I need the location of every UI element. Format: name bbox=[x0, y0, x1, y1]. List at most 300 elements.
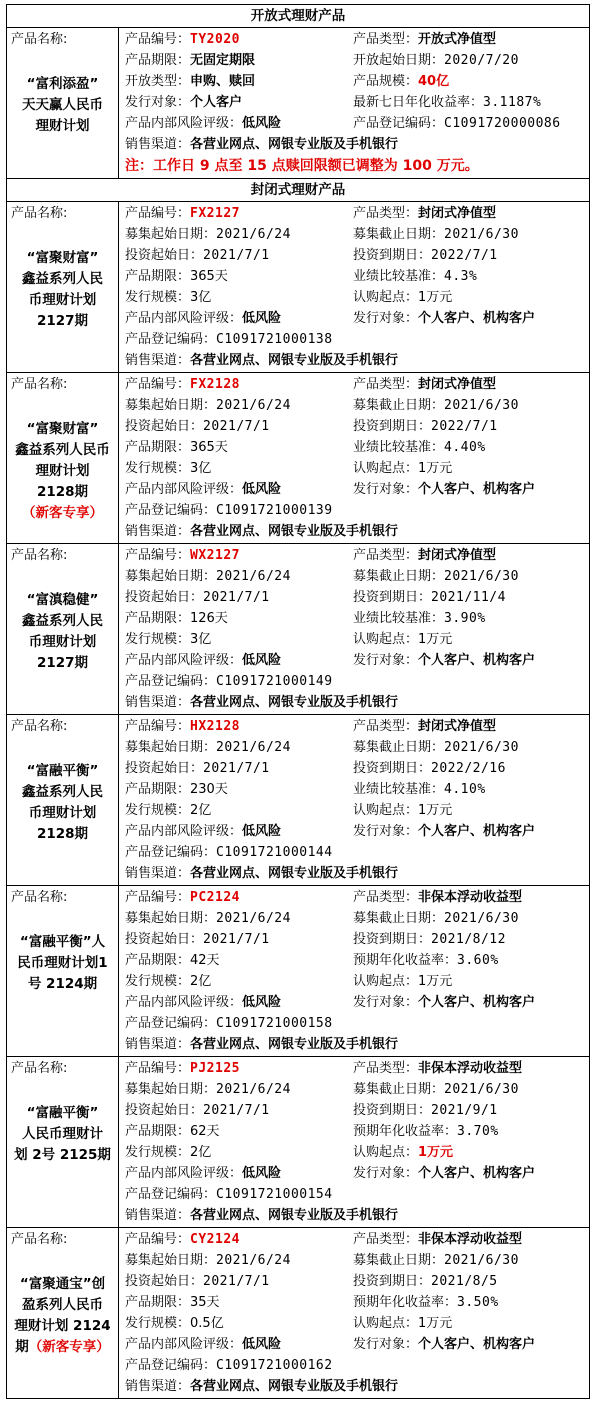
field-label: 销售渠道： bbox=[125, 695, 191, 710]
field-label: 认购起点： bbox=[353, 1316, 419, 1331]
info-right bbox=[353, 1100, 589, 1121]
product-name-line: 划 2号 2125期 bbox=[14, 1147, 111, 1163]
field-value: 2021/7/1 bbox=[203, 932, 270, 947]
field-value: 低风险 bbox=[242, 824, 282, 839]
field-label: 募集截止日期： bbox=[353, 911, 445, 926]
product-name-label: 产品名称: bbox=[11, 206, 68, 221]
product-name-line: 2127期 bbox=[36, 313, 89, 329]
field-label: 认购起点： bbox=[353, 803, 419, 818]
field-label: 销售渠道： bbox=[125, 524, 191, 539]
product-name-cell bbox=[7, 1057, 119, 1228]
product-name-cell bbox=[7, 715, 119, 886]
field-value: 2021/6/30 bbox=[444, 911, 519, 926]
field-label: 发行对象： bbox=[353, 1166, 419, 1181]
field-label: 募集截止日期： bbox=[353, 227, 445, 242]
field-value: C1091721000154 bbox=[216, 1187, 333, 1202]
info-row bbox=[125, 1100, 589, 1121]
field-label: 投资到期日： bbox=[353, 761, 432, 776]
field-value: TY2020 bbox=[190, 32, 240, 47]
product-name-line: 理财计划 bbox=[35, 118, 90, 134]
field-value: 2021/6/24 bbox=[216, 911, 291, 926]
field-label: 产品内部风险评级： bbox=[125, 995, 243, 1010]
field-label: 产品内部风险评级： bbox=[125, 116, 243, 131]
field-label: 发行对象： bbox=[353, 482, 419, 497]
field-label: 发行规模： bbox=[125, 974, 191, 989]
info-row bbox=[125, 1058, 589, 1079]
field-label: 业绩比较基准： bbox=[353, 782, 445, 797]
info-right bbox=[353, 1142, 589, 1163]
product-name-title bbox=[11, 74, 114, 137]
closed-product-row bbox=[7, 202, 590, 373]
info-right bbox=[353, 971, 589, 992]
field-value: 2021/6/30 bbox=[444, 1082, 519, 1097]
info-row bbox=[125, 1229, 589, 1250]
registration-code-row bbox=[125, 842, 589, 863]
info-left bbox=[125, 287, 353, 308]
field-label: 产品登记编码： bbox=[125, 674, 217, 689]
info-left bbox=[125, 1271, 353, 1292]
field-value: 3.50% bbox=[457, 1295, 499, 1310]
product-info-cell bbox=[119, 1057, 590, 1228]
info-left bbox=[125, 1142, 353, 1163]
product-name-label: 产品名称: bbox=[11, 548, 68, 563]
field-value: 365天 bbox=[190, 440, 228, 455]
info-row bbox=[125, 650, 589, 671]
field-label: 产品编号： bbox=[125, 719, 191, 734]
field-label: 预期年化收益率： bbox=[353, 1124, 458, 1139]
field-value: 各营业网点、网银专业版及手机银行 bbox=[190, 1379, 399, 1394]
field-value: 1万元 bbox=[418, 1145, 454, 1160]
info-right bbox=[353, 650, 589, 671]
product-name-label: 产品名称: bbox=[11, 1232, 68, 1247]
field-label: 投资到期日： bbox=[353, 590, 432, 605]
product-info-cell bbox=[119, 715, 590, 886]
info-right bbox=[353, 1079, 589, 1100]
info-left bbox=[125, 1334, 353, 1355]
info-row bbox=[125, 224, 589, 245]
info-left bbox=[125, 608, 353, 629]
product-name-title bbox=[11, 590, 114, 674]
info-row bbox=[125, 1250, 589, 1271]
info-row bbox=[125, 950, 589, 971]
open-product-row bbox=[7, 28, 590, 179]
field-label: 产品编号： bbox=[125, 890, 191, 905]
field-value: FX2127 bbox=[190, 206, 240, 221]
product-name-cell bbox=[7, 544, 119, 715]
info-left bbox=[125, 737, 353, 758]
info-row bbox=[125, 92, 589, 113]
field-value: 封闭式净值型 bbox=[418, 548, 497, 563]
info-left bbox=[125, 245, 353, 266]
field-label: 产品期限： bbox=[125, 269, 191, 284]
field-value: 3亿 bbox=[190, 461, 212, 476]
info-row bbox=[125, 929, 589, 950]
product-info-cell bbox=[119, 373, 590, 544]
closed-product-row bbox=[7, 544, 590, 715]
field-label: 产品内部风险评级： bbox=[125, 482, 243, 497]
registration-code-row bbox=[125, 671, 589, 692]
field-label: 募集起始日期： bbox=[125, 569, 217, 584]
field-label: 募集起始日期： bbox=[125, 1253, 217, 1268]
info-right bbox=[353, 479, 589, 500]
info-row bbox=[125, 779, 589, 800]
info-left bbox=[125, 929, 353, 950]
field-value: 2021/6/24 bbox=[216, 740, 291, 755]
field-label: 产品内部风险评级： bbox=[125, 653, 243, 668]
field-label: 产品内部风险评级： bbox=[125, 311, 243, 326]
field-value: 0.5亿 bbox=[190, 1316, 224, 1331]
field-value: 2021/7/1 bbox=[203, 419, 270, 434]
info-right bbox=[353, 1292, 589, 1313]
field-value: 4.40% bbox=[444, 440, 486, 455]
info-left bbox=[125, 1292, 353, 1313]
field-value: 非保本浮动收益型 bbox=[418, 890, 523, 905]
product-name-title bbox=[11, 248, 114, 332]
info-left bbox=[125, 1229, 353, 1250]
info-row bbox=[125, 887, 589, 908]
field-value: 低风险 bbox=[242, 116, 282, 131]
info-left bbox=[125, 758, 353, 779]
registration-code-row bbox=[125, 1013, 589, 1034]
field-value: 非保本浮动收益型 bbox=[418, 1232, 523, 1247]
info-left bbox=[125, 437, 353, 458]
sales-channel-row bbox=[125, 1034, 589, 1055]
field-value: 2022/2/16 bbox=[431, 761, 506, 776]
info-row bbox=[125, 800, 589, 821]
field-label: 投资到期日： bbox=[353, 1103, 432, 1118]
info-right bbox=[353, 92, 589, 113]
info-right bbox=[353, 203, 589, 224]
field-value: CY2124 bbox=[190, 1232, 240, 1247]
product-info-cell bbox=[119, 544, 590, 715]
info-row bbox=[125, 971, 589, 992]
product-name-line: 天天赢人民币 bbox=[22, 97, 103, 113]
field-label: 投资到期日： bbox=[353, 1274, 432, 1289]
info-row bbox=[125, 416, 589, 437]
info-left bbox=[125, 950, 353, 971]
product-name-cell bbox=[7, 886, 119, 1057]
field-label: 产品登记编码： bbox=[125, 845, 217, 860]
info-row bbox=[125, 716, 589, 737]
info-row bbox=[125, 479, 589, 500]
info-right bbox=[353, 716, 589, 737]
field-label: 产品期限： bbox=[125, 953, 191, 968]
field-label: 发行规模： bbox=[125, 290, 191, 305]
product-badge-line bbox=[11, 1337, 114, 1358]
field-value: 各营业网点、网银专业版及手机银行 bbox=[190, 866, 399, 881]
product-document bbox=[6, 4, 590, 1399]
field-value: 申购、赎回 bbox=[190, 74, 256, 89]
field-label: 投资起始日： bbox=[125, 419, 204, 434]
field-value: 2021/11/4 bbox=[431, 590, 506, 605]
field-value: 2022/7/1 bbox=[431, 419, 498, 434]
field-label: 产品登记编码： bbox=[125, 1016, 217, 1031]
product-name-line: 币理财计划 bbox=[28, 292, 97, 308]
info-row bbox=[125, 1163, 589, 1184]
field-value: 非保本浮动收益型 bbox=[418, 1061, 523, 1076]
field-value: 2022/7/1 bbox=[431, 248, 498, 263]
info-right bbox=[353, 29, 589, 50]
field-value: 1万元 bbox=[418, 1316, 453, 1331]
info-left bbox=[125, 545, 353, 566]
product-name-title bbox=[11, 419, 114, 524]
info-right bbox=[353, 374, 589, 395]
field-label: 投资起始日： bbox=[125, 932, 204, 947]
field-value: C1091721000139 bbox=[216, 503, 333, 518]
info-left bbox=[125, 1058, 353, 1079]
field-label: 认购起点： bbox=[353, 290, 419, 305]
field-value: HX2128 bbox=[190, 719, 240, 734]
field-label: 发行对象： bbox=[125, 95, 191, 110]
info-row bbox=[125, 1079, 589, 1100]
info-left bbox=[125, 113, 353, 134]
product-table bbox=[6, 4, 590, 1399]
info-right bbox=[353, 1250, 589, 1271]
field-label: 产品编号： bbox=[125, 32, 191, 47]
info-left bbox=[125, 416, 353, 437]
closed-product-row bbox=[7, 715, 590, 886]
info-right bbox=[353, 629, 589, 650]
sales-channel-row bbox=[125, 350, 589, 371]
product-name-cell bbox=[7, 28, 119, 179]
field-value: C1091721000162 bbox=[216, 1358, 333, 1373]
closed-product-row bbox=[7, 1228, 590, 1399]
info-right bbox=[353, 1163, 589, 1184]
field-label: 募集起始日期： bbox=[125, 227, 217, 242]
info-right bbox=[353, 416, 589, 437]
product-info-cell bbox=[119, 886, 590, 1057]
info-right bbox=[353, 50, 589, 71]
field-label: 销售渠道： bbox=[125, 137, 191, 152]
info-left bbox=[125, 887, 353, 908]
field-value: 个人客户、机构客户 bbox=[418, 1166, 536, 1181]
product-name-line: “富利添盈” bbox=[26, 76, 99, 92]
info-right bbox=[353, 737, 589, 758]
field-value: C1091720000086 bbox=[444, 116, 561, 131]
product-name-suffix: 期 bbox=[15, 1339, 29, 1355]
field-value: 低风险 bbox=[242, 1166, 282, 1181]
info-right bbox=[353, 437, 589, 458]
sales-channel-row bbox=[125, 863, 589, 884]
field-value: C1091721000138 bbox=[216, 332, 333, 347]
field-label: 产品编号： bbox=[125, 206, 191, 221]
field-label: 发行规模： bbox=[125, 632, 191, 647]
field-value: 封闭式净值型 bbox=[418, 719, 497, 734]
field-label: 产品期限： bbox=[125, 1295, 191, 1310]
field-value: 1万元 bbox=[418, 290, 453, 305]
info-row bbox=[125, 374, 589, 395]
field-value: PC2124 bbox=[190, 890, 240, 905]
field-value: 低风险 bbox=[242, 653, 282, 668]
field-value: 1万元 bbox=[418, 974, 453, 989]
field-value: 各营业网点、网银专业版及手机银行 bbox=[190, 524, 399, 539]
field-value: 封闭式净值型 bbox=[418, 206, 497, 221]
info-left bbox=[125, 992, 353, 1013]
info-right bbox=[353, 545, 589, 566]
field-value: 低风险 bbox=[242, 311, 282, 326]
field-value: 365天 bbox=[190, 269, 228, 284]
field-value: 个人客户、机构客户 bbox=[418, 1337, 536, 1352]
field-value: 2021/9/1 bbox=[431, 1103, 498, 1118]
field-value: 2021/7/1 bbox=[203, 1103, 270, 1118]
field-label: 产品内部风险评级： bbox=[125, 1337, 243, 1352]
product-name-cell bbox=[7, 202, 119, 373]
field-value: FX2128 bbox=[190, 377, 240, 392]
info-right bbox=[353, 1271, 589, 1292]
field-label: 产品类型： bbox=[353, 1061, 419, 1076]
info-right bbox=[353, 887, 589, 908]
field-value: 2021/6/30 bbox=[444, 1253, 519, 1268]
field-label: 产品登记编码： bbox=[125, 503, 217, 518]
field-label: 投资起始日： bbox=[125, 1274, 204, 1289]
product-name-line: “富融平衡” bbox=[26, 1105, 99, 1121]
product-name-line: 理财计划 2124 bbox=[14, 1318, 111, 1334]
info-left bbox=[125, 971, 353, 992]
field-label: 募集截止日期： bbox=[353, 398, 445, 413]
field-value: 2亿 bbox=[190, 803, 212, 818]
field-value: 2021/6/30 bbox=[444, 227, 519, 242]
info-left bbox=[125, 821, 353, 842]
field-value: 低风险 bbox=[242, 482, 282, 497]
field-label: 产品期限： bbox=[125, 782, 191, 797]
registration-code-row bbox=[125, 329, 589, 350]
field-label: 认购起点： bbox=[353, 974, 419, 989]
sales-channel-row bbox=[125, 1205, 589, 1226]
field-value: 2021/6/24 bbox=[216, 569, 291, 584]
field-label: 募集截止日期： bbox=[353, 569, 445, 584]
info-right bbox=[353, 113, 589, 134]
product-name-title bbox=[11, 1274, 114, 1358]
field-label: 募集起始日期： bbox=[125, 740, 217, 755]
field-value: 4.3% bbox=[444, 269, 478, 284]
field-value: 1万元 bbox=[418, 632, 453, 647]
info-left bbox=[125, 1079, 353, 1100]
field-label: 产品编号： bbox=[125, 548, 191, 563]
field-label: 发行对象： bbox=[353, 824, 419, 839]
closed-product-row bbox=[7, 886, 590, 1057]
field-label: 产品类型： bbox=[353, 719, 419, 734]
field-label: 产品期限： bbox=[125, 53, 191, 68]
info-row bbox=[125, 203, 589, 224]
info-right bbox=[353, 395, 589, 416]
field-value: 低风险 bbox=[242, 1337, 282, 1352]
info-left bbox=[125, 308, 353, 329]
info-right bbox=[353, 71, 589, 92]
product-name-line: “富聚财富” bbox=[26, 250, 99, 266]
field-value: PJ2125 bbox=[190, 1061, 240, 1076]
product-name-line: 鑫益系列人民 bbox=[22, 613, 103, 629]
info-right bbox=[353, 224, 589, 245]
info-row bbox=[125, 266, 589, 287]
product-name-label: 产品名称: bbox=[11, 890, 68, 905]
product-name-line: 2127期 bbox=[36, 655, 89, 671]
field-label: 开放起始日期： bbox=[353, 53, 445, 68]
field-value: 个人客户、机构客户 bbox=[418, 995, 536, 1010]
info-left bbox=[125, 1121, 353, 1142]
info-right bbox=[353, 566, 589, 587]
field-label: 投资起始日： bbox=[125, 1103, 204, 1118]
info-left bbox=[125, 629, 353, 650]
field-value: 2021/6/24 bbox=[216, 1253, 291, 1268]
product-name-line: 2128期 bbox=[36, 484, 89, 500]
field-value: 2021/7/1 bbox=[203, 1274, 270, 1289]
product-info-cell bbox=[119, 1228, 590, 1399]
field-value: 2亿 bbox=[190, 1145, 212, 1160]
field-label: 产品登记编码： bbox=[125, 1358, 217, 1373]
field-label: 最新七日年化收益率： bbox=[353, 95, 484, 110]
info-left bbox=[125, 1100, 353, 1121]
sales-channel-row bbox=[125, 134, 589, 155]
info-left bbox=[125, 650, 353, 671]
field-label: 发行规模： bbox=[125, 461, 191, 476]
info-row bbox=[125, 821, 589, 842]
info-row bbox=[125, 29, 589, 50]
info-right bbox=[353, 1058, 589, 1079]
field-value: 封闭式净值型 bbox=[418, 377, 497, 392]
product-name-line: 人民币理财计 bbox=[22, 1126, 103, 1142]
product-name-line: 币理财计划 bbox=[28, 634, 97, 650]
field-value: 62天 bbox=[190, 1124, 220, 1139]
field-value: 126天 bbox=[190, 611, 228, 626]
info-right bbox=[353, 308, 589, 329]
field-value: 35天 bbox=[190, 1295, 220, 1310]
product-name-title bbox=[11, 761, 114, 845]
product-name-title bbox=[11, 1103, 114, 1166]
field-value: 个人客户、机构客户 bbox=[418, 311, 536, 326]
closed-section-header: 封闭式理财产品 bbox=[7, 179, 590, 202]
field-label: 投资起始日： bbox=[125, 761, 204, 776]
info-left bbox=[125, 1313, 353, 1334]
field-value: 42天 bbox=[190, 953, 220, 968]
field-value: C1091721000158 bbox=[216, 1016, 333, 1031]
info-left bbox=[125, 908, 353, 929]
info-right bbox=[353, 245, 589, 266]
info-row bbox=[125, 629, 589, 650]
field-value: 个人客户、机构客户 bbox=[418, 824, 536, 839]
field-label: 投资到期日： bbox=[353, 419, 432, 434]
field-value: 无固定期限 bbox=[190, 53, 256, 68]
field-label: 产品编号： bbox=[125, 1061, 191, 1076]
field-value: 各营业网点、网银专业版及手机银行 bbox=[190, 353, 399, 368]
closed-product-row bbox=[7, 1057, 590, 1228]
info-left bbox=[125, 587, 353, 608]
product-name-line: 盈系列人民币 bbox=[22, 1297, 103, 1313]
info-row bbox=[125, 587, 589, 608]
field-value: 3.60% bbox=[457, 953, 499, 968]
field-value: 2021/6/24 bbox=[216, 1082, 291, 1097]
field-value: 各营业网点、网银专业版及手机银行 bbox=[190, 695, 399, 710]
field-label: 发行对象： bbox=[353, 995, 419, 1010]
info-row bbox=[125, 992, 589, 1013]
field-value: 2021/6/30 bbox=[444, 398, 519, 413]
new-customer-badge: （新客专享） bbox=[28, 1339, 110, 1355]
field-value: 2021/6/24 bbox=[216, 227, 291, 242]
registration-code-row bbox=[125, 1184, 589, 1205]
info-right bbox=[353, 608, 589, 629]
info-left bbox=[125, 266, 353, 287]
product-name-line: 鑫益系列人民 bbox=[22, 784, 103, 800]
field-label: 产品编号： bbox=[125, 377, 191, 392]
field-value: 3.1187% bbox=[483, 95, 542, 110]
field-label: 产品类型： bbox=[353, 548, 419, 563]
field-label: 产品内部风险评级： bbox=[125, 824, 243, 839]
field-label: 销售渠道： bbox=[125, 1208, 191, 1223]
field-value: 1万元 bbox=[418, 803, 453, 818]
info-left bbox=[125, 779, 353, 800]
info-left bbox=[125, 458, 353, 479]
registration-code-row bbox=[125, 1355, 589, 1376]
product-name-title bbox=[11, 932, 114, 995]
